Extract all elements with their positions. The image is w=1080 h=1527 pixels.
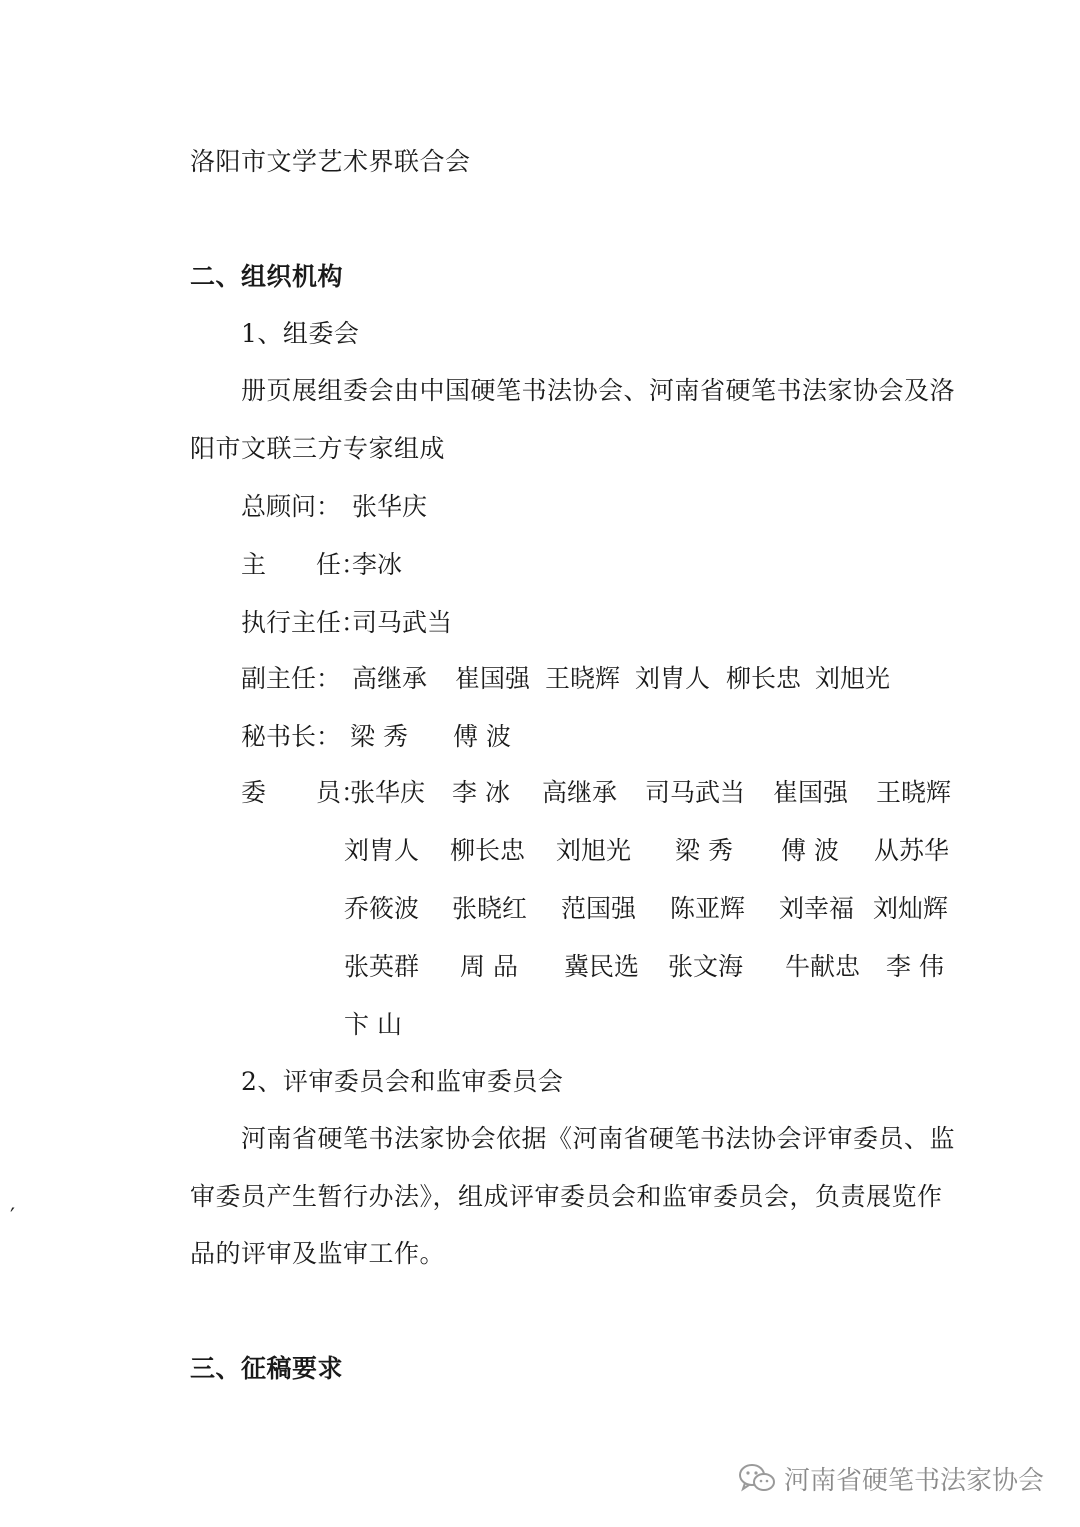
member-name: 刘灿辉 bbox=[873, 894, 949, 923]
member-name: 李 伟 bbox=[886, 952, 944, 981]
wechat-icon bbox=[738, 1462, 776, 1494]
member-name: 王晓辉 bbox=[876, 778, 952, 807]
role-label: 委 员： bbox=[241, 778, 367, 807]
paragraph-1-line-2: 阳市文联三方专家组成 bbox=[190, 434, 446, 463]
person-name: 王晓辉 bbox=[545, 664, 621, 693]
watermark bbox=[738, 1458, 1044, 1498]
section-2-heading: 二、组织机构 bbox=[190, 262, 344, 291]
role-label: 主 任： bbox=[241, 550, 367, 579]
member-name: 张英群 bbox=[344, 952, 420, 981]
member-name: 张文海 bbox=[668, 952, 744, 981]
member-name: 周 品 bbox=[460, 952, 518, 981]
person-name: 崔国强 bbox=[455, 664, 531, 693]
member-name: 李 冰 bbox=[452, 778, 510, 807]
member-name: 牛献忠 bbox=[785, 952, 861, 981]
member-name: 卞 山 bbox=[344, 1010, 402, 1039]
role-label: 总顾问： bbox=[241, 492, 342, 521]
member-name: 刘旭光 bbox=[556, 836, 632, 865]
subsection-2-title: 2、评审委员会和监审委员会 bbox=[241, 1067, 564, 1096]
member-name: 从苏华 bbox=[874, 836, 950, 865]
role-label: 执行主任： bbox=[241, 608, 367, 637]
person-name: 梁 秀 bbox=[350, 722, 408, 751]
watermark-text: 河南省硬笔书法家协会 bbox=[784, 1465, 1045, 1496]
org-line: 洛阳市文学艺术界联合会 bbox=[190, 147, 471, 176]
person-name: 张华庆 bbox=[352, 492, 428, 521]
member-name: 范国强 bbox=[561, 894, 637, 923]
paragraph-2-line-1: 河南省硬笔书法家协会依据《河南省硬笔书法协会评审委员、监 bbox=[241, 1124, 956, 1153]
role-label: 副主任： bbox=[241, 664, 342, 693]
member-name: 乔筱波 bbox=[344, 894, 420, 923]
member-name: 梁 秀 bbox=[675, 836, 733, 865]
member-name: 刘幸福 bbox=[779, 894, 855, 923]
subsection-1-title: 1、组委会 bbox=[241, 319, 360, 348]
member-name: 刘胄人 bbox=[344, 836, 420, 865]
member-name: 张晓红 bbox=[452, 894, 528, 923]
person-name: 高继承 bbox=[352, 664, 428, 693]
member-name: 陈亚辉 bbox=[670, 894, 746, 923]
member-name: 高继承 bbox=[542, 778, 618, 807]
paragraph-1-line-1: 册页展组委会由中国硬笔书法协会、河南省硬笔书法家协会及洛 bbox=[241, 376, 956, 405]
paragraph-2-line-2: 审委员产生暂行办法》，组成评审委员会和监审委员会，负责展览作 bbox=[190, 1182, 943, 1211]
member-name: 司马武当 bbox=[645, 778, 746, 807]
member-name: 柳长忠 bbox=[450, 836, 526, 865]
person-name: 柳长忠 bbox=[726, 664, 802, 693]
member-name: 崔国强 bbox=[773, 778, 849, 807]
person-name: 傅 波 bbox=[453, 722, 511, 751]
person-name: 李冰 bbox=[352, 550, 403, 579]
paragraph-2-line-3: 品的评审及监审工作。 bbox=[190, 1239, 446, 1268]
person-name: 司马武当 bbox=[352, 608, 453, 637]
person-name: 刘胄人 bbox=[635, 664, 711, 693]
person-name: 刘旭光 bbox=[815, 664, 891, 693]
section-3-heading: 三、征稿要求 bbox=[190, 1354, 344, 1383]
member-name: 傅 波 bbox=[781, 836, 839, 865]
member-name: 张华庆 bbox=[350, 778, 426, 807]
stray-mark: ′ bbox=[10, 1205, 15, 1230]
member-name: 冀民选 bbox=[564, 952, 640, 981]
role-label: 秘书长： bbox=[241, 722, 342, 751]
